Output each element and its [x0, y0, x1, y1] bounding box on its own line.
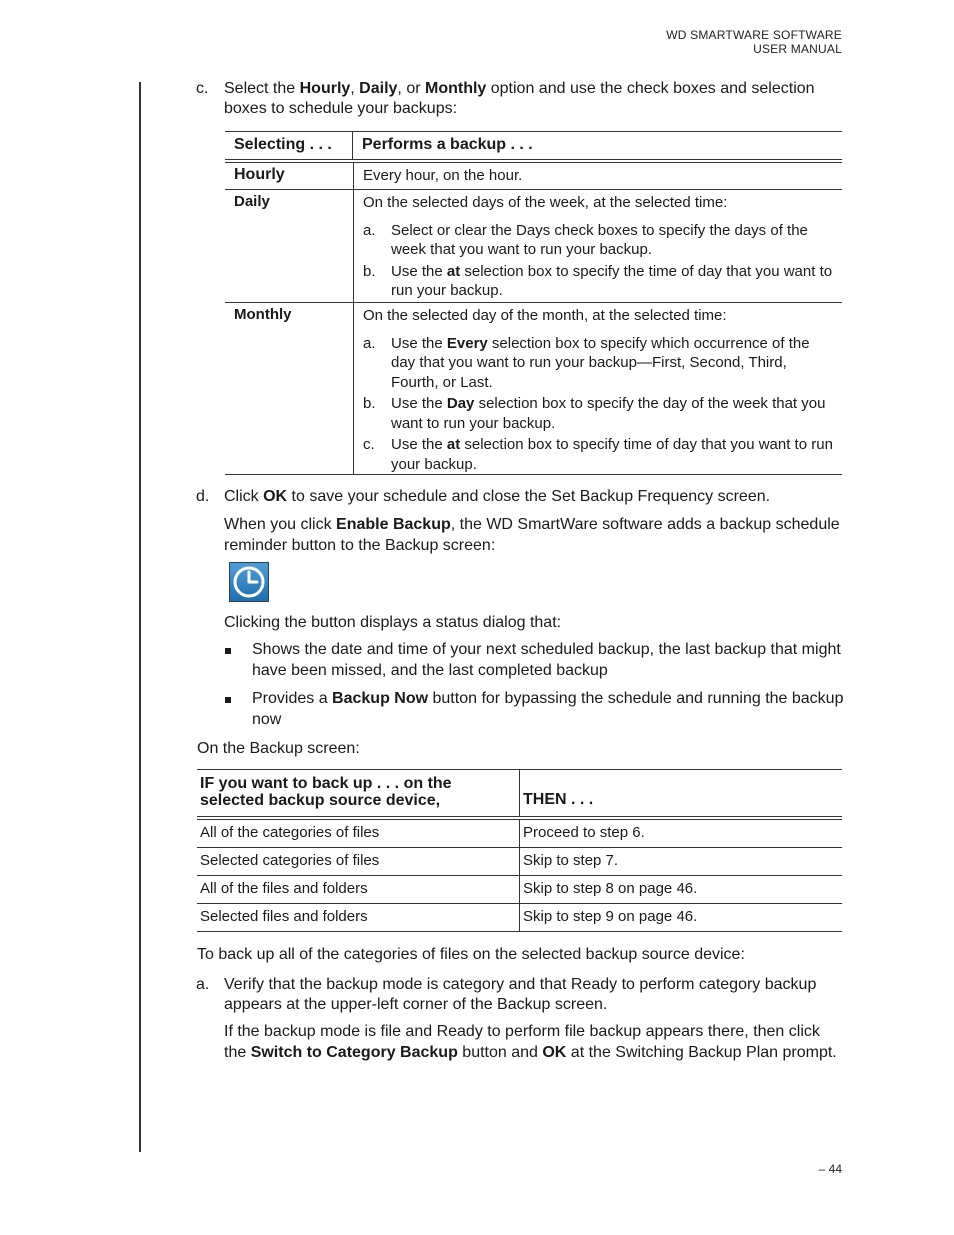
table-cell: Selected categories of files: [197, 848, 520, 875]
running-header: [666, 28, 842, 56]
switch-mode-paragraph: If the backup mode is file and Ready to perform file backup appears there, then click the Switch to Category Backup button and OK at the Switching Backup Plan prompt.: [224, 1023, 837, 1061]
list-item: c. Use the at selection box to specify time of day that you want to run your backup.: [363, 436, 833, 473]
schedule-table: [225, 131, 842, 475]
header-performs: Performs a backup . . .: [362, 136, 533, 153]
header-product: WD SMARTWARE SOFTWARE: [666, 28, 842, 42]
table-header: [197, 769, 842, 816]
table-row: [197, 904, 842, 932]
clicking-button-paragraph: Clicking the button displays a status dialog that:: [224, 614, 562, 631]
table-cell: All of the files and folders: [197, 876, 520, 903]
backup-source-table: [197, 769, 842, 932]
step-c: [196, 79, 846, 119]
header-selecting: Selecting . . .: [225, 132, 353, 159]
list-item: a. Use the Every selection box to specify which occurrence of the day that you want to run your backup—First, Second, Third, Fourth, or Last.: [363, 334, 810, 391]
backup-schedule-reminder-button[interactable]: [229, 562, 269, 602]
step-a: [196, 975, 846, 1015]
row-text: On the selected day of the month, at the selected time: a. Use the Every selection box to specify which occurrence of the day that you want to run your backup—First, Second, Third, Fourth, or Last. b. Use the Day selection box to specify the day of the week that you want to run your backup. c. Use the at selection box to specify time of day that you want to run your backup.: [363, 307, 833, 473]
row-label: Daily: [225, 190, 354, 302]
on-backup-screen-label: On the Backup screen:: [197, 740, 360, 757]
step-d: [196, 487, 846, 507]
table-cell: Skip to step 7.: [523, 852, 619, 869]
table-cell: Proceed to step 6.: [523, 824, 645, 841]
header-if: IF you want to back up . . . on the selected backup source device,: [197, 770, 520, 816]
enable-backup-paragraph: When you click Enable Backup, the WD SmartWare software adds a backup schedule reminder button to the Backup screen:: [224, 516, 840, 554]
margin-rule: [139, 82, 141, 1152]
step-text: Verify that the backup mode is category and that Ready to perform category backup appears at the upper-left corner of the Backup screen.: [224, 976, 817, 1013]
step-label: c.: [196, 80, 209, 97]
step-label: d.: [196, 488, 210, 505]
step-text: Select the Hourly, Daily, or Monthly option and use the check boxes and selection boxes to schedule your backups:: [224, 80, 815, 117]
to-back-up-paragraph: To back up all of the categories of files on the selected backup source device:: [197, 946, 745, 963]
table-cell: Selected files and folders: [197, 904, 520, 931]
table-cell: Skip to step 9 on page 46.: [523, 908, 698, 925]
table-row-daily: [225, 190, 842, 303]
bullet-marker: [225, 648, 231, 654]
header-then: THEN . . .: [523, 791, 594, 808]
row-label: Hourly: [225, 163, 354, 189]
table-cell: All of the categories of files: [197, 820, 520, 847]
list-item: b. Use the at selection box to specify the time of day that you want to run your backup.: [363, 262, 833, 299]
row-text: Every hour, on the hour.: [363, 167, 523, 184]
list-item: b. Use the Day selection box to specify the day of the week that you want to run your backup.: [363, 395, 826, 432]
table-cell: Skip to step 8 on page 46.: [523, 880, 698, 897]
header-manual: USER MANUAL: [753, 42, 842, 56]
row-text: On the selected days of the week, at the selected time: a. Select or clear the Days check boxes to specify the days of the week that you want to run your backup. b. Use the at selection box to specify the time of day that you want to run your backup.: [363, 194, 833, 299]
step-text: Click OK to save your schedule and close the Set Backup Frequency screen.: [224, 488, 771, 505]
bullet-item: Shows the date and time of your next scheduled backup, the last backup that might have been missed, and the last completed backup: [225, 640, 845, 681]
table-row: [197, 876, 842, 904]
table-row-monthly: [225, 303, 842, 475]
step-label: a.: [196, 976, 210, 993]
page-number: – 44: [818, 1162, 842, 1176]
table-row: [197, 848, 842, 876]
bullet-item: Provides a Backup Now button for bypassing the schedule and running the backup now: [225, 689, 845, 730]
table-header: [225, 131, 842, 159]
table-row: [197, 820, 842, 848]
list-item: a. Select or clear the Days check boxes to specify the days of the week that you want to run your backup.: [363, 221, 808, 258]
table-row-hourly: [225, 163, 842, 190]
clock-icon: [230, 563, 268, 601]
row-label: Monthly: [225, 303, 354, 474]
bullet-marker: [225, 697, 231, 703]
